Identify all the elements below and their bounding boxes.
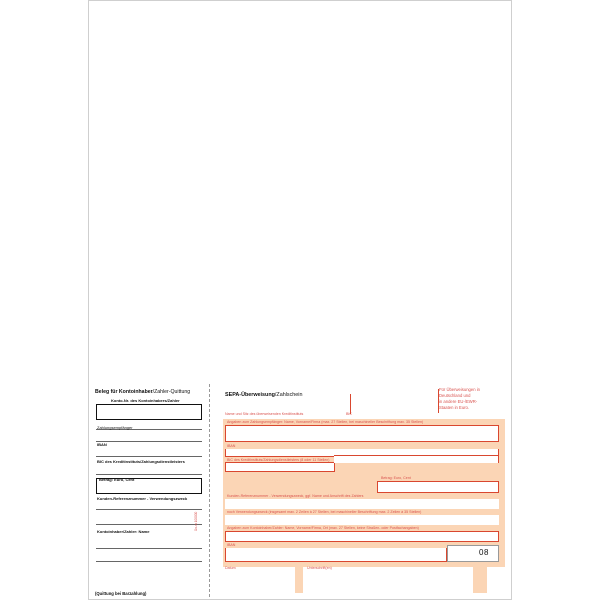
receipt-title: [95, 390, 190, 395]
iban-label: IBAN: [227, 444, 236, 448]
receipt-title-rest: /Zahler-Quittung: [152, 389, 191, 395]
note-line-1: Für Überweisungen in: [439, 387, 480, 392]
reference2-label: noch Verwendungszweck (insgesamt max. 2 Zeilen à 27 Stellen, bei maschineller Beschriftung max. 2 Zeilen à 35 Stellen): [227, 510, 422, 514]
receipt-holder-label: Kontoinhaber/Zahler: Name: [97, 529, 150, 534]
reference2-field[interactable]: [225, 515, 499, 525]
payee-field[interactable]: [225, 425, 499, 442]
holder-iban-field[interactable]: [225, 548, 447, 562]
reference-field[interactable]: [225, 499, 499, 509]
note-box: [437, 387, 503, 418]
receipt-title-bold: Beleg für Kontoinhaber: [95, 389, 153, 395]
signature-label: Unterschrift(en): [307, 566, 332, 570]
receipt-account-label: Konto-Nr. des Kontoinhabers/Zahler: [111, 398, 180, 403]
holder-iban-label: IBAN: [227, 543, 236, 547]
note-line-4: Staaten in Euro.: [439, 405, 470, 410]
bic-label: BIC: [346, 412, 352, 416]
receipt-amount-label: Betrag: Euro, Cent: [99, 477, 135, 482]
date-label: Datum: [225, 566, 236, 570]
receipt-account-field[interactable]: [96, 404, 202, 420]
form-page: [88, 0, 512, 600]
transfer-title-rest: /Zahlschein: [274, 392, 303, 398]
date-field[interactable]: [223, 571, 296, 593]
code-value: 08: [479, 548, 490, 557]
receipt-footer: (Quittung bei Barzahlung): [95, 591, 147, 596]
note-line-2: Deutschland und: [439, 393, 471, 398]
payee-label: Angaben zum Zahlungsempfänger: Name, Vorname/Firma (max. 27 Stellen, bei maschineller Beschriftung max. 35 Stellen): [227, 420, 424, 424]
receipt-reference-label: Kunden-Referenznummer - Verwendungszweck: [97, 496, 188, 501]
receipt-bic-label: BIC des Kreditinstituts/Zahlungsdienstleisters: [97, 459, 185, 464]
bank-label: Name und Sitz des überweisenden Kreditinstituts: [225, 412, 304, 416]
holder-label: Angaben zum Kontoinhaber/Zahler: Name, Vorname/Firma, Ort (max. 27 Stellen, keine Straßen- oder Postfachangaben): [227, 526, 419, 530]
receipt-iban-label: IBAN: [97, 442, 107, 447]
signature-field[interactable]: [303, 571, 473, 593]
code-box: [447, 545, 499, 562]
bank-bracket: [350, 394, 353, 414]
amount-label: Betrag: Euro, Cent: [381, 476, 411, 480]
side-code: Ün-m 100000: [194, 511, 198, 531]
note-line-3: in andere EU-/EWR-: [439, 399, 478, 404]
receipt-payee-label: Zahlungsempfänger: [97, 425, 133, 430]
amount-field[interactable]: [377, 481, 499, 493]
holder-field[interactable]: [225, 531, 499, 542]
bic-payee-label: BIC des Kreditinstituts/Zahlungsdienstleisters (8 oder 11 Stellen): [227, 458, 330, 462]
reference-label: Kunden-Referenznummer - Verwendungszweck, ggf. Name und Anschrift des Zahlers: [227, 494, 364, 498]
bic-payee-field[interactable]: [225, 462, 335, 472]
bic-payee-extension: [334, 455, 499, 463]
transfer-title: [225, 393, 303, 398]
signature-side: [473, 567, 487, 593]
date-divider: [295, 567, 303, 593]
perforation-line: [209, 384, 210, 597]
transfer-title-bold: SEPA-Überweisung: [225, 392, 275, 398]
